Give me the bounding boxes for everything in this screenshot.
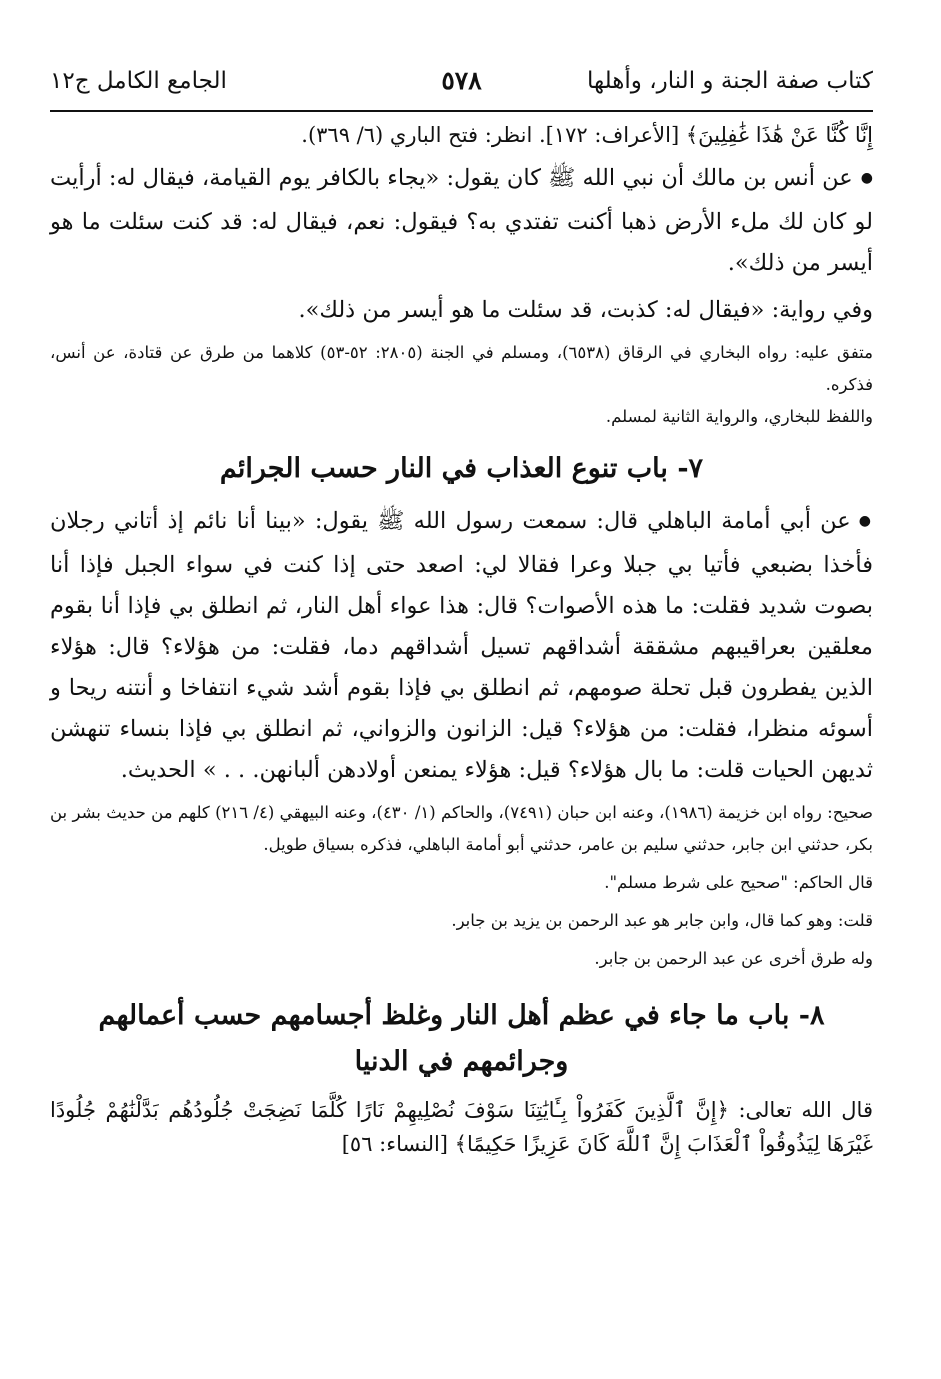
- book-page: [50, 62, 873, 1359]
- hakim-statement: قال الحاكم: "صحيح على شرط مسلم".: [604, 873, 873, 892]
- quran-verse-continuation: إِنَّا كُنَّا عَنْ هَٰذَا غَٰفِلِينَ﴾ [الأعراف: ١٧٢]. انظر: فتح الباري (٦/ ٣٦٩).: [301, 123, 873, 147]
- hadith-anas: ● عن أنس بن مالك أن نبي الله ﷺ كان يقول: «يجاء بالكافر يوم القيامة، فيقال له: أرأيت لو كان لك ملء الأرض ذهبا أكنت تفتدي به؟ فيقول: نعم، فيقال له: قد كنت سئلت ما هو أيسر من ذلك».: [50, 158, 873, 284]
- narration-variant: وفي رواية: «فيقال له: كذبت، قد سئلت ما هو أيسر من ذلك».: [298, 297, 873, 323]
- hadith-abu-umama: ● عن أبي أمامة الباهلي قال: سمعت رسول الله ﷺ يقول: «بينا أنا نائم إذ أتاني رجلان فأخذا بضبعي فأتيا بي جبلا وعرا فقالا لي: اصعد حتى إذا كنت في سواء الجبل فإذا أنا بصوت شديد فقلت: ما هذه الأصوات؟ قال: هذا عواء أهل النار، ثم انطلق بي فإذا أنا بقوم معلقين بعراقيبهم مشققة أشداقهم تسيل أشداقهم دما، فقلت: من هؤلاء؟ قال: هؤلاء الذين يفطرون قبل تحلة صومهم، ثم انطلق بي فإذا بقوم أشد شيء انتفاخا و أنتنه ريحا و أسوئه منظرا، فقلت: من هؤلاء؟ قيل: الزانون والزواني، ثم انطلق بي فإذا بنساء تنهشن ثديهن الحيات قلت: ما بال هؤلاء؟ قيل: هؤلاء يمنعن أولادهن ألبانهن. . . » الحديث.: [50, 501, 873, 791]
- chapter-heading-8-line1: ٨- باب ما جاء في عظم أهل النار وغلظ أجسامهم حسب أعمالهم: [98, 1000, 825, 1031]
- wording-note: واللفظ للبخاري، والرواية الثانية لمسلم.: [605, 407, 873, 426]
- page-header: [50, 62, 873, 118]
- author-comment: قلت: وهو كما قال، وابن جابر هو عبد الرحمن بن يزيد بن جابر.: [451, 911, 873, 930]
- chapter-heading-8-line2: وجرائمهم في الدنيا: [354, 1046, 569, 1077]
- chapter-heading-7: ٧- باب تنوع العذاب في النار حسب الجرائم: [219, 453, 704, 484]
- volume-title: الجامع الكامل ج١٢: [50, 68, 227, 94]
- header-rule: [50, 110, 873, 112]
- chapter-heading-8: [50, 993, 873, 1085]
- takhrij-note-1: متفق عليه: رواه البخاري في الرقاق (٦٥٣٨)، ومسلم في الجنة (٢٨٠٥: ٥٢-٥٣) كلاهما من طرق عن قتادة، عن أنس، فذكره.: [50, 343, 873, 394]
- page-number: ٥٧٨: [441, 66, 482, 95]
- book-title: كتاب صفة الجنة و النار، وأهلها: [587, 68, 873, 94]
- other-routes-note: وله طرق أخرى عن عبد الرحمن بن جابر.: [594, 949, 873, 968]
- quran-verse-nisa: قال الله تعالى: ﴿إِنَّ ٱلَّذِينَ كَفَرُواْ بِـَٔايَٰتِنَا سَوْفَ نُصْلِيهِمْ نَارًا كُلَّمَا نَضِجَتْ جُلُودُهُم بَدَّلْنَٰهُمْ جُلُودًا غَيْرَهَا لِيَذُوقُواْ ٱلْعَذَابَ إِنَّ ٱللَّهَ كَانَ عَزِيزًا حَكِيمًا﴾ [النساء: ٥٦]: [50, 1098, 873, 1156]
- takhrij-note-2: صحيح: رواه ابن خزيمة (١٩٨٦)، وعنه ابن حبان (٧٤٩١)، والحاكم (١/ ٤٣٠)، وعنه البيهقي (٤/ ٢١٦) كلهم من حديث بشر بن بكر، حدثني ابن جابر، حدثني سليم بن عامر، حدثني أبو أمامة الباهلي، فذكره بسياق طويل.: [50, 803, 873, 854]
